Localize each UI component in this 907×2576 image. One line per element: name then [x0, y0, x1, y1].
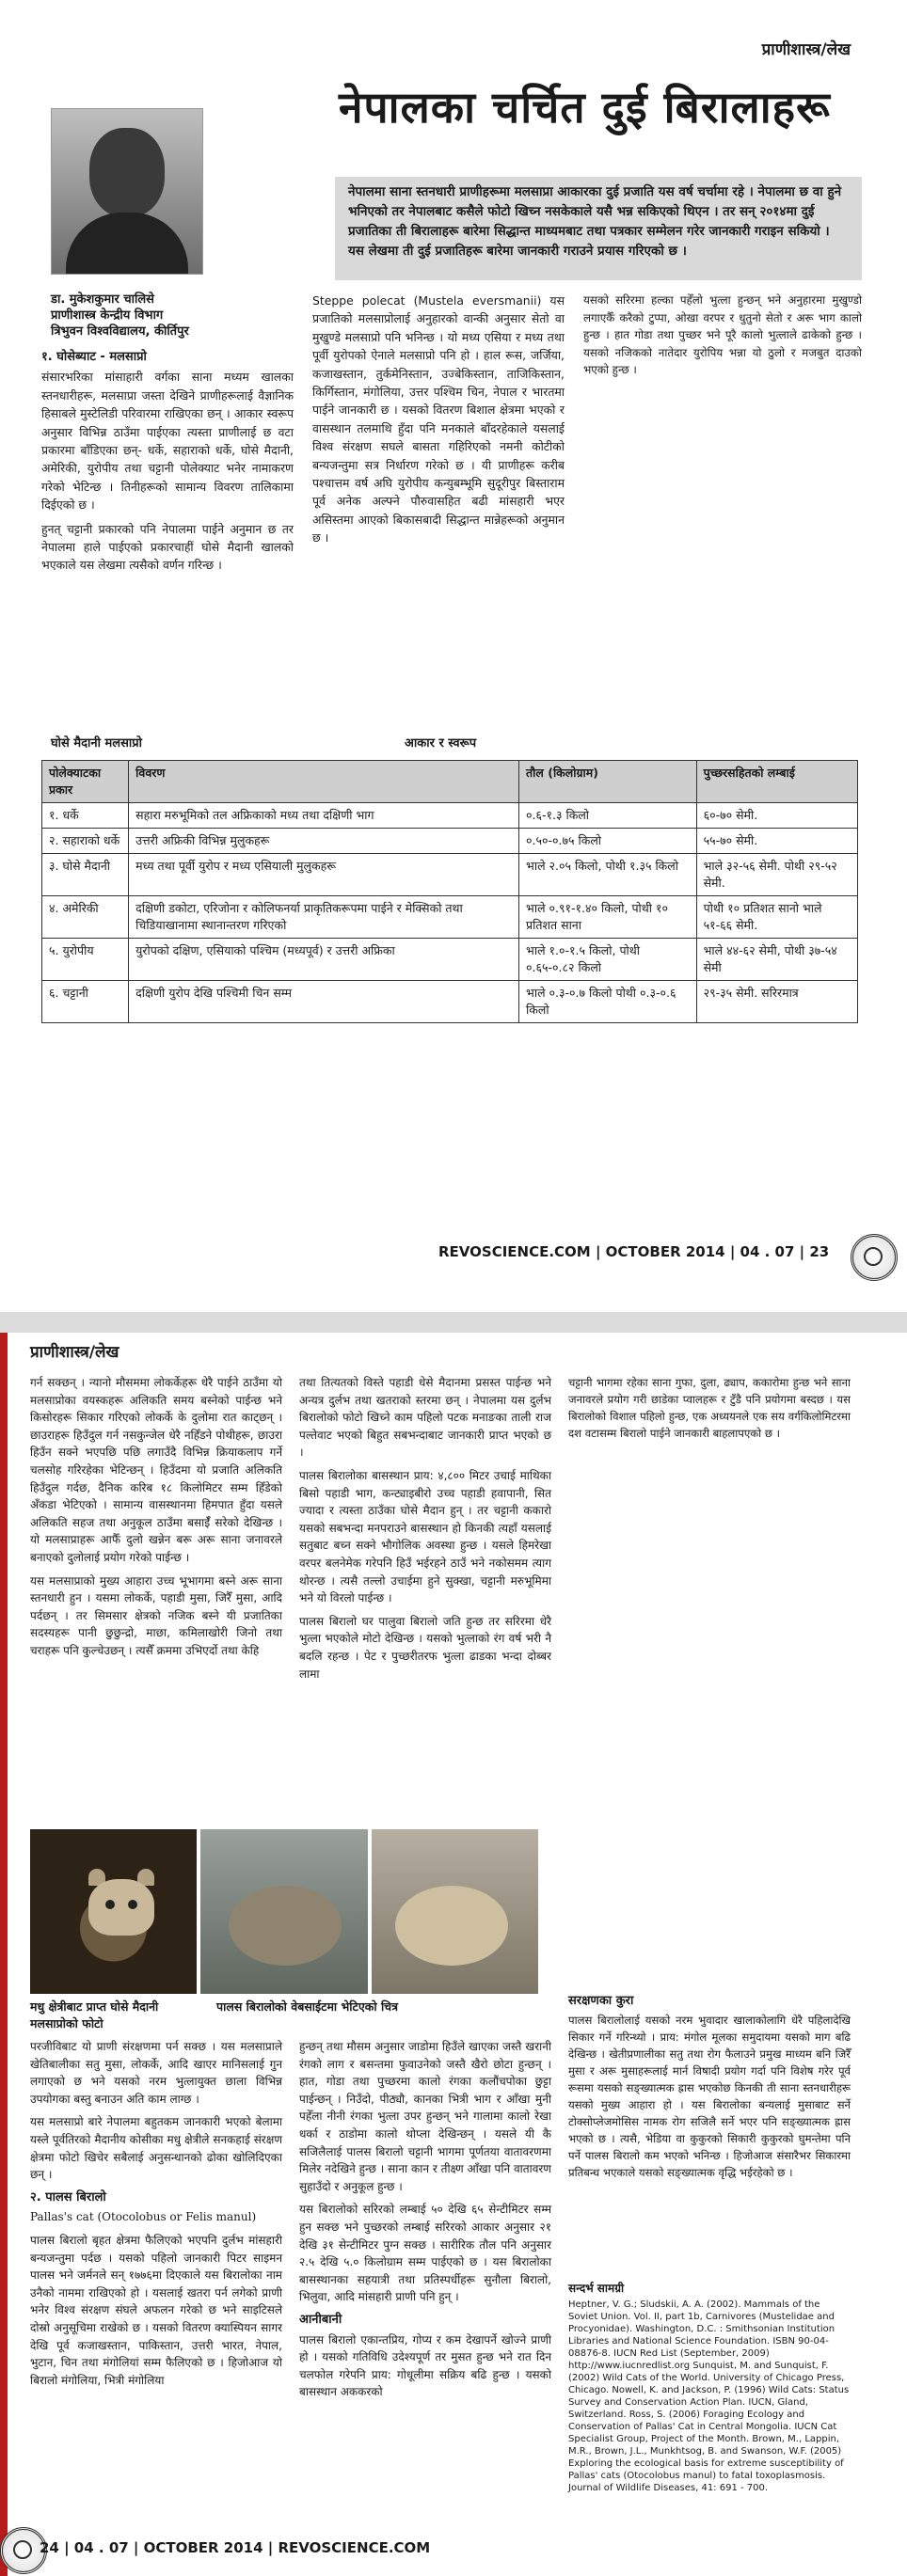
table-cell: ०.६-१.३ किलो [519, 803, 697, 829]
section-heading: आनीबानी [299, 2312, 342, 2327]
table-header-cell: पुच्छरसहितको लम्बाई [696, 761, 857, 803]
paragraph: गर्न सक्छन् । न्यानो मौसममा लोकर्केहरू धेरै पाईने ठाउँमा यो मलसाप्रोका वयस्कहरू अलिकति समय बस्नेको पाईन्छ भने किसोरहरू सिकार गरिएको लोकर्के के दुलोमा रात काट्छन् । छाउराहरू हिउँदुल गर्न नसकुन्जेल धेरै नहिँडने पोथीहरू, छाउरा हिउँन सक्ने भएपछि पछि लगाउँदै विभिन्न क्रियाकलाप गर्ने चलसोह गरिरहेका भेटिन्छन् । हिउँदमा यो प्रजाति अलिकति हिउँदुल गर्दछ, दैनिक करिब १८ किलोमिटर सम्म हिँडेको अँकडा भेटिएको । सामान्य वासस्थानमा हिमपात हुँदा यसले अलिकति सहज तथा अनुकूल ठाउँमा बसाईँ सरेको देखिन्छ । यो मलसाप्राहरू आफैँ दुलो खन्नेन बरू अरू साना जनावरले बनाएको दुलोलाई प्रयोग गरेको पाईन्छ । [30, 1376, 282, 1564]
column-2 [312, 292, 565, 553]
pallas-cat-photo-2 [372, 1829, 538, 1994]
column-1-top [30, 1374, 282, 1666]
table-header-cell: तौल (किलोग्राम) [519, 761, 697, 803]
polecat-eye-left [105, 1900, 115, 1909]
section-heading: २. पालस बिरालो [30, 2189, 106, 2205]
table-header-cell: विवरण [129, 761, 519, 803]
table-row [42, 939, 858, 981]
paragraph: तथा तित्यतको विस्ते पहाडी धेसे मैदानमा प्रसस्त पाईन्छ भने अन्यत्र दुर्लभ तथा खतराको स्तरमा छन् । नेपालमा यस दुर्लभ बिरालोको फोटो खिच्ने काम पहिलो पटक मनाङका ताली राज पल्तेवाट भएको बिहुत सबभन्दाबाट जानकारी प्राप्त भएको छ । [299, 1376, 551, 1460]
paragraph: संसारभरिका मांसाहारी वर्गका साना मध्यम खालका स्तनधारीहरू, मलसाप्रा जस्ता देखिने प्राणीहरूलाई वैज्ञानिक हिसाबले मुस्टेलिडी परिवारमा राखिएका छन् । आकार स्वरूप अनुसार विभिन्न ठाउँमा पाईएका त्यस्ता प्राणीलाई छ वटा प्रकारमा बाँडिएका छन्- धर्के, सहाराको धर्के, घोसे मैदानी, अमेरिकी, युरोपीय तथा चट्टानी पोलेक्याट भनेर नामाकरण गरेको भेटिन्छ । तिनीहरूको सामान्य विवरण तालिकामा दिईएको छ । [41, 370, 294, 513]
paragraph: पालस बिरालो घर पालुवा बिरालो जति हुन्छ तर सरिरमा धेरै भुत्ला भएकोले मोटो देखिन्छ । यसको भुत्लाको रंग वर्ष भरी नै बदलि रहन्छ । पेट र पुच्छरीतरफ भुत्ला ढाडका भन्दा दोब्बर लामा [299, 1614, 551, 1681]
paragraph: पालस बिरालो एकान्तप्रिय, गोप्य र कम देखापर्ने खोज्ने प्राणी हो । यसको गतिविधि उदेश्यपूर्ण तर मुसत हुन्छ भने रात दिन चलफोल गरेपनि प्राय: गोधूलीमा सक्रिय बढि हुन्छ । यसको बासस्थान अककरको [299, 2332, 551, 2399]
table-cell: भाले १.०-१.५ किलो, पोथी ०.६५-०.८२ किलो [519, 939, 697, 981]
photo-caption-pallas: पालस बिरालोको वेबसाईटमा भेटिएको चित्र [216, 1999, 399, 2014]
latin-name: Pallas's cat (Otocolobus or Felis manul) [30, 2210, 257, 2224]
article-title: नेपालका चर्चित दुई बिरालाहरू [339, 82, 831, 133]
table-cell: भाले ०.३-०.७ किलो पोथी ०.३-०.६ किलो [519, 981, 697, 1023]
cat-body [229, 1886, 342, 1966]
table-cell: भाले २.०५ किलो, पोथी १.३५ किलो [519, 854, 697, 896]
paragraph: पालस बिरालोका बासस्थान प्राय: ४,८०० मिटर उचाई माथिका बिसो पहाडी भाग, कन्ट्याइबीरो उच्च पहाडी हवापानी, सित ज्यादा र त्यस्ता ठाउँका घोसे मैदान हुन् । तर चट्टानी ककारो यसको सबभन्दा मनपराउने बासस्थान हो किनकी त्यहाँ यसलाई सतुबाट बच्न सक्ने भौगोलिक अवस्था हुन्छ । यसले हिमरेखा वरपर बलनेमेक गरेपनि हिउँ भईरहने ठाउँ भने नकोसमम त्याग थोरन्छ । त्यसै तल्लो उचाईमा हुने सुक्खा, चट्टानी मरुभूमिमा भने यो विरलो पाईन्छ । [299, 1468, 551, 1605]
paragraph: यस मलसाप्राको मुख्य आहारा उच्च भूभागमा बस्ने अरू साना स्तनधारी हुन । यसमा लोकर्के, पहाडी मुसा, जिरैँ मुसा, आदि पर्दछन् । तर सिमसार क्षेत्रको नजिक बस्ने यी प्रजातिका सदस्यहरू पानी छुछुन्द्रो, माछा, कमिलाखोरी जिनो तथा चराहरू पनि कुल्चेउछन् । त्यसैँ क्रममा उभिएर्दो तथा केहि [30, 1573, 282, 1657]
section-heading: १. घोसेब्याट - मलसाप्रो [41, 350, 147, 364]
table-cell: ६. चट्टानी [42, 981, 129, 1023]
paragraph: परजीविबाट यो प्राणी संरक्षणमा पर्न सक्छ । यस मलसाप्राले खेतिबालीका सतु मुसा, लोकर्के, आदि खाएर मानिसलाई गुन लगाएको छ भने यसको नरम भुत्लायुक्त छाला विभिन्न उपयोगका बस्तु बनाउन अति काम लाग्छ । [30, 2040, 282, 2106]
table-cell: मध्य तथा पूर्वी युरोप र मध्य एसियाली मुलुकहरू [129, 854, 519, 896]
table-cell: भाले ४४-६२ सेमी, पोथी ३७-५४ सेमी [696, 939, 857, 981]
author-dept: प्राणीशास्त्र केन्द्रीय विभाग [51, 308, 164, 323]
paragraph: यस बिरालोको सरिरको लम्बाई ५० देखि ६५ सेन्टीमिटर सम्म हुन सक्छ भने पुच्छरको लम्बाई सरिरको आकार अनुसार २१ देखि ३१ सेन्टीमिटर पुग्न सक्छ । सारीरिक तौल पनि अनुसार २.५ देखि ५.० किलोग्राम सम्म पाईएको छ । यस बिरालोका बासस्थानका सहयात्री तथा प्रतिस्पर्धीहरू सुनौला बिरालो, भिलुवा, आदि मांसहारी प्राणी पनि हुन् । [299, 2203, 551, 2304]
steppe-polecat-photo [30, 1829, 197, 1994]
lead-paragraph: नेपालमा साना स्तनधारी प्राणीहरूमा मलसाप्रा आकारका दुई प्रजाति यस वर्ष चर्चामा रहे । नेपालमा छ वा हुने भनिएको तर नेपालबाट कसैले फोटो खिच्न नसकेकाले यसै भन्न सकिएको थिएन । तर सन् २०१४मा दुई प्रजातिका ती बिरालाहरू बारेमा सिद्धान्त माध्यमबाट तथा पत्रकार सम्मेलन गरेर जानकारी गराइन सकियो । यस लेखमा ती दुई प्रजातिहरू बारेमा जानकारी गराउने प्रयास गरिएको छ । [335, 177, 862, 280]
table-cell: १. धर्के [42, 803, 129, 829]
table-cell: युरोपको दक्षिण, एसियाको पश्चिम (मध्यपूर्व) र उत्तरी अफ्रिका [129, 939, 519, 981]
table-row [42, 854, 858, 896]
polecat-eye-right [128, 1900, 137, 1909]
photo-caption-polecat: मधु क्षेत्रीबाट प्राप्त घोसे मैदानी मलसाप्रोको फोटो [30, 1999, 159, 2031]
section-heading: सरक्षणका कुरा [568, 1994, 634, 2008]
paragraph: पालस बिरालो बृहत क्षेत्रमा फैलिएको भएपनि दुर्लभ मांसहारी बन्यजन्तुमा पर्दछ । यसको पहिलो जानकारी पिटर साइमन पालस भने जर्मनले सन् १७७६मा दिएकाले यस बिरालोका नाम उनैको नाममा राखिएको हो । यसलाई खतरा पर्न लगेको प्राणी भनेर विश्व संरक्षण संघले अफलन गरेको छ भने साइटिसले दोस्रो अनुसूचिमा राखेको छ । यसको वितरण क्यास्पियन सागर देखि पूर्व कजाखस्तान, पाकिस्तान, उत्तरी भारत, नेपाल, भुटान, चिन तथा मंगोलियां सम्म फैलिएको छ । हिजोआज यो बिरालो मंगोलिया, भित्री मंगोलिया [30, 2233, 282, 2387]
references-text: Heptner, V. G.; Sludskii, A. A. (2002). Mammals of the Soviet Union. Vol. II, part 1b, Carnivores (Mustelidae and Procyonidae). Washington, D.C. : Smithsonian Institution Libraries and National Science Foundation. ISBN 90-04-08876-8. IUCN Red List (September, 2009) http://www.iucnredlist.org Sunquist, M. and Sunquist, F. (2002) Wild Cats of the World. University of Chicago Press, Chicago. Nowell, K. and Jackson, P. (1996) Wild Cats: Status Survey and Conservation Action Plan. IUCN, Gland, Switzerland. Ross, S. (2006) Foraging Ecology and Conservation of Pallas' Cat in Central Mongolia. IUCN Cat Specialist Group, Project of the Month. Brown, M., Lappin, M.R., Brown, J.L., Munkhtsog, B. and Swanson, W.F. (2005) Exploring the ecological basis for extreme susceptibility of Pallas' cats (Otocolobus manul) to fatal toxoplasmosis. Journal of Wildlife Diseases, 41: 691 - 700. [568, 2299, 850, 2493]
paragraph: पालस बिरालोलाई यसको नरम भुवादार खालाकोलागि धेरै पहिलादेखि सिकार गर्ने गरिन्थ्यो । प्राय: मंगोल मूलका समुदायमा यसको माग बढि देखिन्छ । खेतीप्रणालीका सतु तथा रोग फैलाउने प्रमुख माध्यम बनि जिरैँ मुसा र अरू मुसाहरूलाई मार्न विषादी प्रयोग गर्दा पनि विशेष गरेर पूर्व रूसमा यसको सङ्ख्यात्मक ह्रास भएकोछ किनकी ती साना स्तनधारीहरू यसको मुख्य आहारा हो । यस बिरालोका बन्यलाई मुसाबाट सर्ने टोक्सोप्लेजमोसिस नामक रोग सजिलै सर्ने भएर पनि सङ्ख्यात्मक ह्रास भएको छ । त्यसै, भेडिया वा कुकुरको सिकारी कुकुरको घुमन्तेमा पनि पर्ने पालस बिरालो कम भएको भनिन्छ । हिजोआज संसारैभर सिकारमा प्रतिबन्ध भएकाले यसको सङ्ख्यात्मक वृद्धि भईरहेको छ । [568, 2014, 851, 2179]
table-cell: ३. घोसे मैदानी [42, 854, 129, 896]
table-cell: भाले ३२-५६ सेमी. पोथी २९-५२ सेमी. [696, 854, 857, 896]
publisher-seal-icon [851, 1234, 898, 1281]
pallas-cat-photo-1 [200, 1829, 367, 1994]
author-photo [51, 108, 203, 275]
paragraph: हुन्छन् तथा मौसम अनुसार जाडोमा हिउँले खाएका जस्तै खरानी रंगको लाग र बसन्तमा फुवाउनेको जस्तै खैरो छोटा हुन्छन् । हात, गोडा तथा पुच्छरमा कालो रंगका कलौंचपोका छुट्टा पाईन्छन् । निउँदो, पीठ्यौ, कानका भित्री भाग र आँखा मुनी पहेँला नीनी रंगका भुत्ला उपर हुन्छन् भने गालामा कालो रेखा धर्का र ठाडोमा कालो थोप्ला देखिन्छन् । यसले यी कै सजिलैलाई पालस बिरालो चट्टानी भागमा पूर्णतया वातावरणमा मिलेर नदेखिने हुन्छ । साना कान र तीक्ष्ण आँखा पनि वातावरण सुहाउँदो र अनुकूल हुन्छ । [299, 2040, 551, 2193]
cat-body [395, 1886, 508, 1966]
table-cell: ०.५०-०.७५ किलो [519, 829, 697, 854]
table-cell: सहारा मरुभूमिको तल अफ्रिकाको मध्य तथा दक्षिणी भाग [129, 803, 519, 829]
table-cell: २. सहाराको धर्के [42, 829, 129, 854]
author-photo-body [66, 213, 188, 274]
paragraph: यसको सरिरमा हल्का पहेँलो भुत्ला हुन्छन् भने अनुहारमा मुखुण्डो लगाएकैँ करैको टुप्पा, ओखा वरपर र धुतुनो सेतो र अरू भाग कालो हुन्छ । हात गोडा तथा पुच्छर भने पूरै कालो भुत्लाले ढाकेको हुन्छ । यसको नजिकको नातेदार युरोपिय भन्ना यो ठुलो र मजबुत दाउको भएको हुन्छ । [583, 293, 862, 377]
section-tag: प्राणीशास्त्र/लेख [761, 40, 851, 59]
page-footer: 24 | 04 . 07 | OCTOBER 2014 | REVOSCIENCE.COM [40, 2539, 431, 2556]
paragraph: Steppe polecat (Mustela eversmanii) यस प्रजातिको मलसाप्रोलाई अनुहारको वान्की अनुसार सेतो वा मुखुण्डे मलसाप्रो पनि भनिन्छ । यो मध्य एसिया र मध्य तथा पूर्वी युरोपको ऐनाले मलसाप्रो पनि हो । हाल रूस, जर्जिया, कजाखस्तान, तुर्कमेनिस्तान, उज्बेकिस्तान, ताजिकिस्तान, किर्गिस्तान, मंगोलिया, उत्तर पश्चिम चिन, नेपाल र भारतमा पाईने जानकारी छ । यसको वितरण बिशाल क्षेत्रमा भएको र वासस्थान तलमाथि हुँदा पनि मनकाले बाँदरहेकाले यसलाई विश्व संरक्षण सघले बासता गहिरिएको नमनी कोटीको बन्यजन्तुमा सत्र निर्धारण गरेको छ । यी प्राणीहरू करीब पश्चात्तम वर्ष अघि युरोपीय कन्युबम्भूमि सुदूरीपुर बिस्ताराम पूर्व अनेक अल्फ्ने पौरुवासहित बढी मांसहारी भएर असिस्तमा आएको बिकासबादी सिद्धान्त मान्नेहरूको अनुमान छ । [312, 293, 565, 545]
table-header-row [42, 761, 858, 803]
table-cell: २९-३५ सेमी. सरिरमात्र [696, 981, 857, 1023]
column-2-top [299, 1374, 551, 1688]
table-cell: ६०-७० सेमी. [696, 803, 857, 829]
table-cell: उत्तरी अफ्रिकी विभिन्न मुलुकहरू [129, 829, 519, 854]
column-3 [583, 292, 862, 385]
column-1-bottom [30, 2038, 282, 2394]
table-row [42, 981, 858, 1023]
table-caption-left: घोसे मैदानी मलसाप्रो [51, 736, 143, 751]
page-24 [0, 1333, 907, 2576]
paragraph: यस मलसाप्रो बारे नेपालमा बहुतकम जानकारी भएको बेलामा यस्ले पूर्वतिरको मैदानीय कोसीका मधु क्षेत्रीले सनकहाई संरक्षण क्षेत्रमा फोटो खिचेर सबैलाई अनुसन्धानको ढोका खोलिदिएका छन् । [30, 2115, 282, 2182]
section-tag: प्राणीशास्त्र/लेख [30, 1343, 119, 1362]
column-2-bottom [299, 2038, 551, 2407]
paragraph: चट्टानी भागमा रहेका साना गुफा, दुला, ढ्याप, ककारोमा हुन्छ भने साना जनावरले प्रयोग गरी छाडेका प्वालहरू र टुँडै पनि प्रयोगमा बस्दछ । यस बिरालोको विशाल पहिलो हुन्छ, एक अध्ययनले एक सय वर्गकिलोमिटरमा दश वटासम्म बिरालो पाईने जानकारी बाहलापएको छ । [568, 1376, 851, 1440]
photo-strip [30, 1829, 538, 1994]
references [568, 2283, 851, 2494]
author-block [51, 292, 277, 340]
column-3-bottom [568, 1991, 851, 2187]
author-university: त्रिभुवन विश्वविद्यालय, कीर्तिपुर [51, 324, 189, 339]
author-name: डा. मुकेशकुमार चालिसे [51, 292, 154, 307]
table-cell: दक्षिणी युरोप देखि पश्चिमी चिन सम्म [129, 981, 519, 1023]
column-1 [41, 346, 294, 580]
table-caption-center: आकार र स्वरूप [405, 736, 477, 751]
table-body [42, 803, 858, 1023]
author-photo-head [89, 128, 165, 217]
table-cell: ५५-७० सेमी. [696, 829, 857, 854]
page-edge-bar [0, 1333, 8, 2576]
table-cell: ५. युरोपीय [42, 939, 129, 981]
table-cell: भाले ०.९१-१.४० किलो, पोथी १० प्रतिशत साना [519, 896, 697, 939]
polecat-face [88, 1879, 154, 1936]
table-cell: दक्षिणी डकोटा, एरिजोना र कोलिफनर्या प्राकृतिकरूपमा पाईने र मेक्सिको तथा चिडियाखानामा स्थानान्तरण गरिएको [129, 896, 519, 939]
paragraph: हुनत् चट्टानी प्रकारको पनि नेपालमा पाईने अनुमान छ तर नेपालमा हाले पाईएको प्रकारचाहीं घोसे मैदानी खालको भएकाले यस लेखमा त्यसैको वर्णन गरिन्छ । [41, 521, 294, 573]
table-cell: ४. अमेरिकी [42, 896, 129, 939]
column-3 [568, 1374, 851, 1447]
table-header-cell: पोलेक्याटका प्रकार [42, 761, 129, 803]
page-footer: REVOSCIENCE.COM | OCTOBER 2014 | 04 . 07 | 23 [438, 1243, 830, 1260]
references-title: सन्दर्भ सामग्री [568, 2282, 625, 2295]
table-row [42, 803, 858, 829]
table-row [42, 829, 858, 854]
table-cell: पोथी १० प्रतिशत सानो भाले ५१-६६ सेमी. [696, 896, 857, 939]
table-row [42, 896, 858, 939]
polecat-table [41, 760, 858, 1023]
